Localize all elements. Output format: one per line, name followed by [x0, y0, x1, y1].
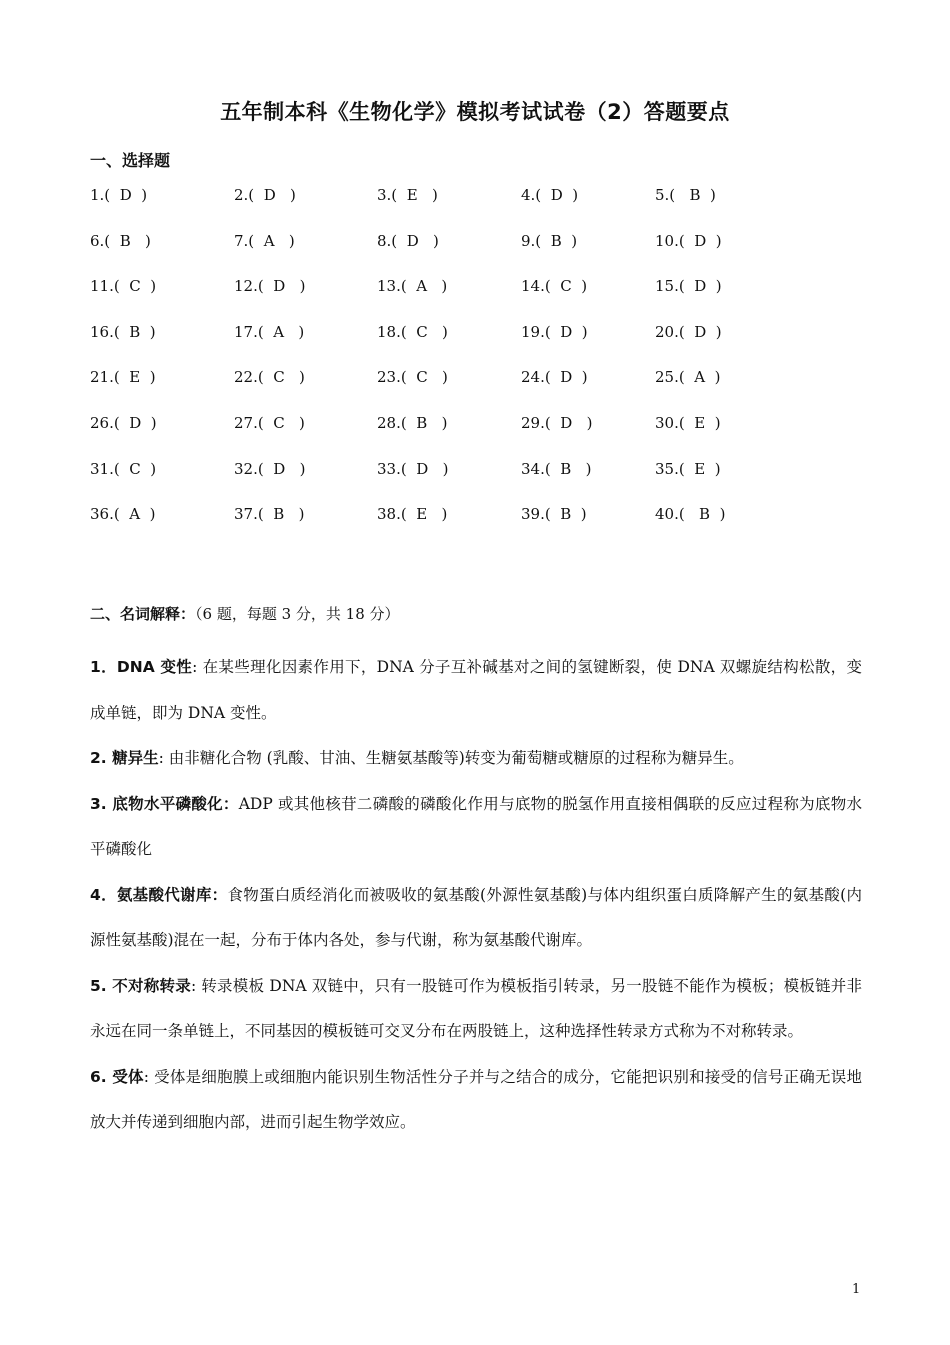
answer-item: 39.( B ): [521, 505, 587, 524]
answer-item: 11.( C ): [90, 277, 157, 296]
answer-item: 15.( D ): [655, 277, 722, 296]
section-heading-note: （6 题，每题 3 分，共 18 分）: [195, 605, 400, 623]
definition-item: [90, 964, 862, 1055]
definition-text: : 受体是细胞膜上或细胞内能识别生物活性分子并与之结合的成分，它能把识别和接受的信号正确无误地放大并传递到细胞内部，进而引起生物学效应。: [90, 1067, 862, 1131]
definition-text: : 由非糖化合物 (乳酸、甘油、生糖氨基酸等)转变为葡萄糖或糖原的过程称为糖异生。: [158, 749, 744, 767]
answer-item: 4.( D ): [521, 186, 579, 204]
definition-item: [90, 873, 862, 964]
answer-item: 9.( B ): [521, 231, 578, 250]
section-heading-choice: 一、选择题: [90, 151, 171, 170]
answer-item: 8.( D ): [377, 231, 439, 250]
section-heading-terms: [90, 603, 400, 624]
answer-row: [90, 414, 790, 460]
answer-row: [90, 277, 790, 323]
definition-item: [90, 736, 862, 782]
answer-item: 14.( C ): [521, 277, 588, 296]
answer-item: 17.( A ): [234, 322, 305, 341]
answer-row: [90, 232, 790, 278]
definition-item: [90, 1055, 862, 1146]
definition-term: 3. 底物水平磷酸化：: [90, 794, 239, 813]
definition-text: 食物蛋白质经消化而被吸收的氨基酸(外源性氨基酸)与体内组织蛋白质降解产生的氨基酸(内源性氨基酸)混在一起，分布于体内各处，参与代谢，称为氨基酸代谢库。: [90, 885, 862, 949]
definition-list: [90, 645, 862, 1146]
answer-item: 25.( A ): [655, 368, 721, 387]
answer-item: 2.( D ): [234, 186, 296, 204]
definition-text: : 转录模板 DNA 双链中，只有一股链可作为模板指引转录，另一股链不能作为模板；模板链并非永远在同一条单链上，不同基因的模板链可交叉分布在两股链上，这种选择性转录方式称为不对称转录。: [90, 976, 862, 1040]
definition-term: 6. 受体: [90, 1067, 144, 1086]
answer-item: 36.( A ): [90, 505, 156, 524]
answer-row: [90, 186, 790, 232]
definition-item: [90, 782, 862, 873]
answer-item: 19.( D ): [521, 322, 588, 341]
answer-item: 29.( D ): [521, 413, 593, 432]
answer-item: 21.( E ): [90, 368, 156, 387]
answer-row: [90, 368, 790, 414]
answer-item: 20.( D ): [655, 322, 722, 341]
answer-item: 27.( C ): [234, 413, 305, 432]
page-title: 五年制本科《生物化学》模拟考试试卷（2）答题要点: [220, 100, 730, 124]
definition-term: 5. 不对称转录: [90, 976, 191, 995]
answer-item: 6.( B ): [90, 231, 151, 250]
definition-item: [90, 645, 862, 736]
definition-term: 4．氨基酸代谢库：: [90, 885, 228, 904]
answer-grid: [90, 186, 790, 551]
answer-row: [90, 460, 790, 506]
answer-item: 31.( C ): [90, 459, 157, 478]
answer-item: 35.( E ): [655, 459, 721, 478]
answer-item: 33.( D ): [377, 459, 449, 478]
answer-item: 18.( C ): [377, 322, 448, 341]
answer-item: 32.( D ): [234, 459, 306, 478]
answer-item: 3.( E ): [377, 186, 438, 204]
answer-item: 28.( B ): [377, 413, 448, 432]
answer-item: 24.( D ): [521, 368, 588, 387]
answer-item: 26.( D ): [90, 413, 157, 432]
page-number: 1: [852, 1282, 861, 1297]
answer-item: 7.( A ): [234, 231, 295, 250]
definition-text: : 在某些理化因素作用下，DNA 分子互补碱基对之间的氢键断裂，使 DNA 双螺旋结构松散，变成单链，即为 DNA 变性。: [90, 658, 863, 722]
answer-item: 13.( A ): [377, 277, 448, 296]
answer-row: [90, 323, 790, 369]
answer-item: 38.( E ): [377, 505, 448, 524]
section-heading-label: 二、名词解释：: [90, 605, 196, 623]
answer-row: [90, 505, 790, 551]
answer-item: 16.( B ): [90, 322, 156, 341]
answer-item: 22.( C ): [234, 368, 305, 387]
answer-item: 23.( C ): [377, 368, 448, 387]
definition-text: ADP 或其他核苷二磷酸的磷酸化作用与底物的脱氢作用直接相偶联的反应过程称为底物水平磷酸化: [90, 794, 862, 858]
answer-item: 1.( D ): [90, 186, 148, 204]
answer-item: 34.( B ): [521, 459, 592, 478]
answer-item: 12.( D ): [234, 277, 306, 296]
definition-term: 2. 糖异生: [90, 749, 159, 767]
answer-item: 37.( B ): [234, 505, 305, 524]
answer-item: 40.( B ): [655, 505, 726, 524]
answer-item: 10.( D ): [655, 231, 722, 250]
answer-item: 30.( E ): [655, 413, 721, 432]
answer-item: 5.( B ): [655, 186, 716, 204]
definition-term: 1．DNA 变性: [90, 658, 193, 676]
